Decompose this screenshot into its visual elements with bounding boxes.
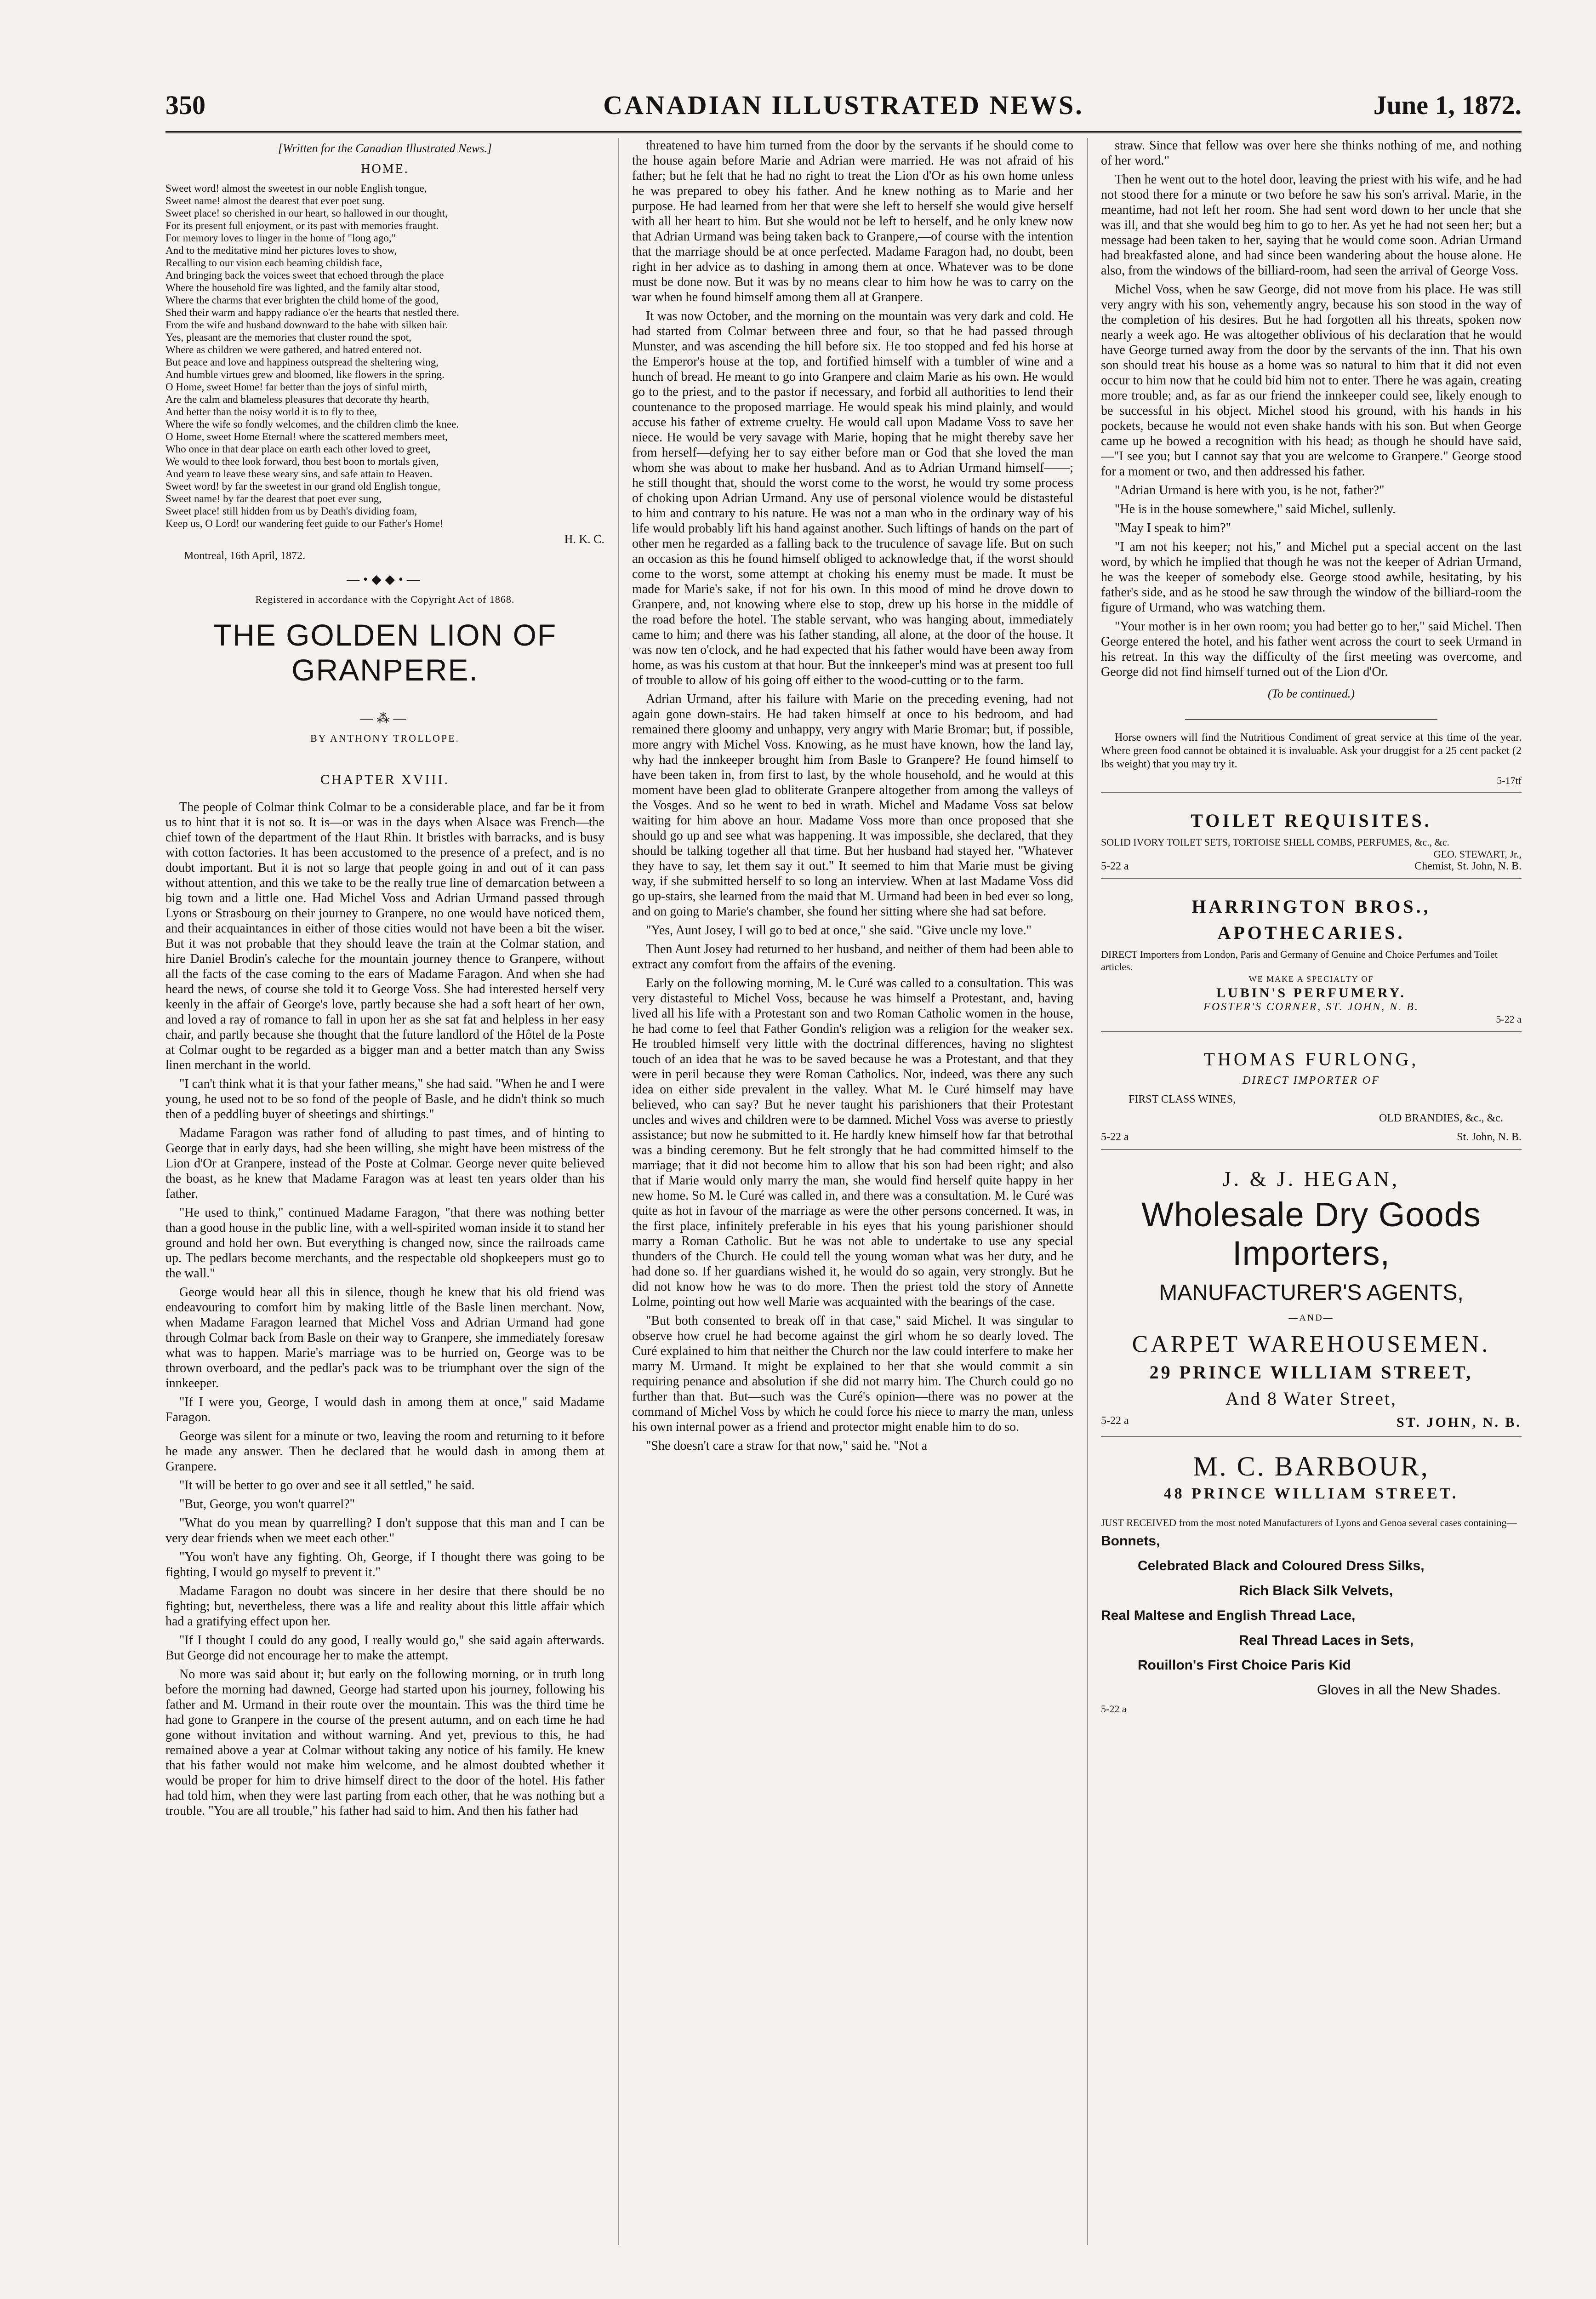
poem-line: Keep us, O Lord! our wandering feet guide to our Father's Home!	[165, 518, 444, 529]
ad-line: MANUFACTURER'S AGENTS,	[1159, 1281, 1464, 1305]
story-paragraph: "But, George, you won't quarrel?"	[179, 1497, 355, 1511]
poem-line: Where the charms that ever brighten the child home of the good,	[165, 294, 439, 306]
ad-street: 29 PRINCE WILLIAM STREET,	[1149, 1362, 1473, 1383]
poem-line: But peace and love and happiness outspread the sheltering wing,	[165, 356, 439, 368]
story-paragraph: Then he went out to the hotel door, leaving the priest with his wife, and he had not stood there for a minute or two before he saw his son's arrival. Marie, in the meantime, had not left her room. She had sent word down to her uncle that she was ill, and that she would beg him to go to her. As yet he had not seen her; but a message had been taken to her, saying that he would come soon. Adrian Urmand had breakfasted alone, and had since been wandering about the house alone. He also, from the windows of the billiard-room, had seen the arrival of George Voss.	[1101, 172, 1522, 278]
ad-harrington	[1101, 878, 1522, 1025]
column-divider	[618, 138, 619, 2245]
ad-seller-title: Chemist, St. John, N. B.	[1414, 860, 1522, 872]
ornament-divider: —•◆◆•—	[347, 572, 423, 587]
story-paragraph: No more was said about it; but early on the following morning, or in truth long before the morning had dawned, George had started upon his journey, following his father and M. Urmand in their route over the mountain. This was the third time he had gone to Granpere in the course of the present autumn, and on each time he had gone without invitation and without warning. And yet, previous to this, he had remained above a year at Colmar without taking any notice of his family. He knew that his father would not make him welcome, and he almost doubted whether it would be proper for him to drive himself direct to the door of the hotel. His father had told him, when they were last parting from each other, that he was nothing but a trouble. "You are all trouble," his father had said to him. And then his father had	[165, 1667, 604, 1818]
story-paragraph: Then Aunt Josey had returned to her husband, and neither of them had been able to extract any comfort from the affairs of the evening.	[632, 942, 1073, 972]
story-paragraph: "She doesn't care a straw for that now," said he. "Not a	[646, 1439, 928, 1453]
ad-code: 5-22 a	[1496, 1013, 1522, 1025]
story-paragraph: "Adrian Urmand is here with you, is he not, father?"	[1115, 483, 1385, 498]
poem-body	[165, 182, 604, 530]
ad-street: 48 PRINCE WILLIAM STREET.	[1163, 1485, 1459, 1502]
poem-line: And yearn to leave these weary sins, and safe attain to Heaven.	[165, 468, 433, 480]
poem-line: We would to thee look forward, thou best boon to mortals given,	[165, 456, 439, 467]
ornament-divider: —⁂—	[360, 711, 410, 726]
ad-horse-text: Horse owners will find the Nutritious Condiment of great service at this time of the year. Where green food cannot be obtained it is invaluable. Ask your druggist for a 25 cent packet (2 lbs weight) that you may try it.	[1101, 732, 1522, 770]
masthead-rule	[165, 131, 1522, 133]
poem-line: Yes, pleasant are the memories that cluster round the spot,	[165, 332, 411, 343]
poem-line: For memory loves to linger in the home of "long ago,"	[165, 232, 396, 244]
column-divider	[1087, 138, 1088, 2245]
ad-city: ST. JOHN, N. B.	[1396, 1415, 1522, 1430]
ad-address: FOSTER'S CORNER, ST. JOHN, N. B.	[1203, 1001, 1419, 1013]
story-paragraph: "It will be better to go over and see it all settled," he said.	[179, 1478, 475, 1493]
chapter-heading: CHAPTER XVIII.	[320, 772, 450, 787]
poem-line: For its present full enjoyment, or its past with memories fraught.	[165, 220, 439, 231]
poem-line: From the wife and husband downward to the babe with silken hair.	[165, 319, 448, 331]
ad-line: OLD BRANDIES, &c., &c.	[1379, 1112, 1503, 1124]
copyright-notice: Registered in accordance with the Copyright Act of 1868.	[255, 594, 515, 605]
ad-name: HARRINGTON BROS.,	[1191, 896, 1431, 917]
story-text-col1	[165, 800, 604, 1819]
poem-line: And to the meditative mind her pictures loves to show,	[165, 245, 397, 256]
poem-line: Where the wife so fondly welcomes, and the children climb the knee.	[165, 418, 459, 430]
column-3	[1101, 138, 1522, 2254]
ad-furlong	[1101, 1031, 1522, 1144]
poem-line: Where the household fire was lighted, and the family altar stood,	[165, 282, 440, 293]
story-paragraph: Madame Faragon was rather fond of alluding to past times, and of hinting to George that in early days, had she been willing, she might have been mistress of the Lion d'Or at Granpere, instead of the Poste at Colmar. George never quite believed the boast, as he knew that Madame Faragon was at least ten years older than his father.	[165, 1126, 604, 1201]
poem-line: Sweet word! almost the sweetest in our noble English tongue,	[165, 183, 427, 194]
story-paragraph: Early on the following morning, M. le Curé was called to a consultation. This was very distasteful to Michel Voss, because he was himself a Protestant, and, having lived all his life with a Protestant son and two Roman Catholic women in the house, he had come to feel that Father Gondin's religion was a religion for the weaker sex. He troubled himself very little with the doctrinal differences, having no slightest touch of an idea that he was to be saved because he was a Protestant, and that they were in peril because they were Roman Catholics. Nor, indeed, was there any such idea on either side prevalent in the valley. What M. le Curé himself may have believed, who can say? But he never taught his parishioners that their Protestant uncles and wives and children were to be damned. Michel Voss was averse to priestly assistance; but now he submitted to it. He hardly knew himself how far that betrothal was a binding ceremony. But he felt strongly that he had committed himself to the marriage; that it did not become him to allow that his son had been right; and also that if Marie would only marry the man, she would find herself quite happy in her new home. So M. le Curé was called in, and there was a consultation. M. le Curé was quite as hot in favour of the marriage as were the other persons concerned. It was, in the first place, infinitely preferable in his eyes that his young parishioner should marry a Roman Catholic. But he was not able to undertake to use any special thunders of the Church. He could tell the young woman what was her duty, and he had done so. If her guardians wished it, he would do so again, very strongly. But he did not know how he was to do more. Then the priest told the story of Annette Lolme, pointing out how well Marie was acquainted with the bearings of the case.	[632, 976, 1073, 1309]
ad-code: 5-22 a	[1101, 1415, 1129, 1427]
ad-toilet-requisites	[1101, 792, 1522, 873]
ad-line: FIRST CLASS WINES,	[1129, 1093, 1236, 1105]
ad-seller: GEO. STEWART, Jr.,	[1433, 848, 1522, 860]
ad-heading: TOILET REQUISITES.	[1191, 810, 1432, 831]
ad-item: Real Thread Laces in Sets,	[1239, 1633, 1414, 1648]
story-paragraph: straw. Since that fellow was over here she thinks nothing of me, and nothing of her word."	[1101, 138, 1522, 168]
poem-line: Sweet place! so cherished in our heart, so hallowed in our thought,	[165, 207, 448, 219]
issue-date: June 1, 1872.	[1373, 90, 1522, 120]
ad-item: Gloves in all the New Shades.	[1317, 1682, 1501, 1698]
masthead	[165, 90, 1522, 126]
ad-water: And 8 Water Street,	[1226, 1388, 1397, 1409]
story-paragraph: The people of Colmar think Colmar to be a considerable place, and far be it from us to hint that it is not so. It is—or was in the days when Alsace was French—the chief town of the department of the Haut Rhin. It bristles with barracks, and is busy with cotton factories. It has been accustomed to the presence of a prefect, and is no doubt important. But it is not so large that people going in and out of it can pass without attention, and this we take to be the really true line of demarcation between a big town and a little one. Had Michel Voss and Adrian Urmand passed through Lyons or Strasbourg on their journey to Granpere, no one would have noticed them, and their acquaintances in either of those cities would not have been a bit the wiser. But it was not probable that they should leave the train at the Colmar station, and hire Daniel Brodin's caleche for the mountain journey thence to Granpere, without all the facts of the case coming to the ears of Madame Faragon. And when she had heard the news, of course she told it to George Voss. She had interested herself very keenly in the affair of George's love, partly because she had a soft heart of her own, and loved a ray of romance to fall in upon her as she sat fat and helpless in her easy chair, and partly because she thought that the future landlord of the Hôtel de la Poste at Colmar ought to be regarded as a bigger man and a better match than any Swiss linen merchant in the world.	[165, 800, 604, 1072]
ad-code: 5-22 a	[1101, 1703, 1127, 1715]
ad-item: Bonnets,	[1101, 1533, 1160, 1549]
poem-line: And bringing back the voices sweet that echoed through the place	[165, 269, 444, 281]
ad-code: 5-17tf	[1497, 775, 1522, 786]
ad-horse-owners	[1101, 731, 1522, 787]
story-paragraph: "Yes, Aunt Josey, I will go to bed at once," she said. "Give uncle my love."	[646, 923, 1032, 938]
ad-item: Rouillon's First Choice Paris Kid	[1138, 1658, 1351, 1673]
ad-title: APOTHECARIES.	[1217, 922, 1405, 943]
ad-specialty-line: WE MAKE A SPECIALTY OF	[1248, 974, 1374, 984]
poem-line: O Home, sweet Home Eternal! where the scattered members meet,	[165, 431, 448, 442]
poem-line: Sweet name! almost the dearest that ever poet sung.	[165, 195, 385, 206]
poem-line: Are the calm and blameless pleasures that decorate thy hearth,	[165, 394, 429, 405]
ad-body: DIRECT Importers from London, Paris and Germany of Genuine and Choice Perfumes and Toilet articles.	[1101, 949, 1498, 972]
ad-name: THOMAS FURLONG,	[1203, 1049, 1419, 1069]
story-paragraph: "He used to think," continued Madame Faragon, "that there was nothing better than a good house in the public line, with a well-spirited woman inside it to stand her ground and hold her own. But everything is changed now, since the railroads came up. The pedlars become merchants, and the respectable old shopkeepers must go to the wall."	[165, 1206, 604, 1281]
story-paragraph: "He is in the house somewhere," said Michel, sullenly.	[1115, 502, 1396, 516]
story-paragraph: "If I were you, George, I would dash in among them at once," said Madame Faragon.	[165, 1395, 604, 1424]
ad-body: SOLID IVORY TOILET SETS, TORTOISE SHELL COMBS, PERFUMES, &c., &c.	[1101, 836, 1449, 848]
ad-line: CARPET WAREHOUSEMEN.	[1132, 1331, 1491, 1357]
story-paragraph: "May I speak to him?"	[1115, 521, 1231, 535]
story-paragraph: Michel Voss, when he saw George, did not move from his place. He was still very angry with his son, vehemently angry, because his son stood in the way of the completion of his desires. But he had forgotten all his threats, spoken now nearly a week ago. He was altogether oblivious of his declaration that he would have George turned away from the door by the servants of the inn. That his own son should treat his house as a home was so natural to him that it did not even occur to him now that he could bid him not to enter. There he was again, creating more trouble; and, as far as our friend the innkeeper could see, likely enough to be successful in his object. Michel stood his ground, with his hands in his pockets, because he would not even shake hands with his son. But when George came up he bowed a recognition with his head; as though he should have said,—"I see you; but I cannot say that you are welcome to Granpere." George stood for a moment or two, and then addressed his father.	[1101, 282, 1522, 479]
to-be-continued: (To be continued.)	[1268, 687, 1355, 700]
page-number: 350	[165, 90, 205, 120]
ad-line: Wholesale Dry Goods Importers,	[1141, 1195, 1481, 1272]
story-paragraph: "But both consented to break off in that case," said Michel. It was singular to observe how cruel he had become against the girl whom he so dearly loved. The Curé explained to him that neither the Church nor the law could interfere to make her marry M. Urmand. It might be explained to her that she would commit a sin requiring penance and absolution if she did not marry him. The Church could go no further than that. But—such was the Curé's opinion—there was no power at the command of Michel Voss by which he could force his niece to marry the man, unless his own internal power as a friend and protector might enable him to do so.	[632, 1314, 1073, 1434]
story-paragraph: "Your mother is in her own room; you had better go to her," said Michel. Then George entered the hotel, and his father went across the court to seek Urmand in his retreat. In this way the difficulty of the first meeting was overcome, and George did not find himself turned out of the Lion d'Or.	[1101, 619, 1522, 679]
poem-line: And humble virtues grew and bloomed, like flowers in the spring.	[165, 369, 445, 380]
poem-line: O Home, sweet Home! far better than the joys of sinful mirth,	[165, 381, 428, 393]
story-paragraph: threatened to have him turned from the door by the servants if he should come to the house again before Marie and Adrian were married. He was not afraid of his father; but he felt that he had no right to treat the Lion d'Or as his own home unless he was prepared to obey his father. And he knew nothing as to Marie and her purpose. He had learned from her that were she left to herself she would give herself with all her heart to him. But she would not be left to herself, and he only knew now that Adrian Urmand was being taken back to Granpere,—of course with the intention that the marriage should be at once perfected. Madame Faragon had, no doubt, been right in her advice as to dashing in among them at once. Whatever was to be done must be done now. But it was by no means clear to him how he was to carry on the war when he found himself among them all at Granpere.	[632, 138, 1073, 304]
poem-place-date: Montreal, 16th April, 1872.	[184, 550, 305, 562]
ad-specialty: LUBIN'S PERFUMERY.	[1216, 985, 1406, 1001]
poem-line: Sweet place! still hidden from us by Death's dividing foam,	[165, 505, 417, 517]
story-paragraph: "I am not his keeper; not his," and Michel put a special accent on the last word, by which he implied that though he was not the keeper of Adrian Urmand, he was the keeper of somebody else. George stood awhile, hesitating, by his father's side, and as he stood he saw through the window of the billiard-room the figure of Urmand, who was watching them.	[1101, 540, 1522, 615]
poem-line: Sweet name! by far the dearest that poet ever sung,	[165, 493, 382, 504]
story-paragraph: Adrian Urmand, after his failure with Marie on the preceding evening, had not again gone down-stairs. He had taken himself at once to his bedroom, and had remained there gloomy and unhappy, very angry with Marie Bromar; but, if possible, more angry with Michel Voss. Knowing, as he must have known, how the land lay, why had the innkeeper brought him from Basle to Granpere? He found himself to have been taken in, from first to last, by the whole household, and he would at this moment have been glad to obliterate Granpere altogether from among the valleys of the Vosges. And so he went to bed in wrath. Michel and Madame Voss sat below waiting for him above an hour. Madame Voss more than once proposed that she should go up and see what was happening. It was impossible, she declared, that they should be talking together all that time. But her husband had stayed her. "Whatever they have to say, let them say it out." It seemed to him that Marie must be giving way, if she submitted herself to so long an interview. When at last Madame Voss did go up-stairs, she learned from the maid that M. Urmand had been in bed ever so long, and on going to Marie's chamber, she found her sitting where she had sat before.	[632, 692, 1073, 919]
poem-signature: H. K. C.	[564, 532, 604, 546]
poem-line: Shed their warm and happy radiance o'er the hearts that nestled there.	[165, 307, 459, 318]
ad-goods-list	[1101, 1529, 1522, 1703]
poem-line: Sweet word! by far the sweetest in our grand old English tongue,	[165, 480, 440, 492]
ad-item: Rich Black Silk Velvets,	[1239, 1583, 1393, 1598]
story-paragraph: "What do you mean by quarrelling? I don't suppose that this man and I can be very dear friends when we meet each other."	[165, 1516, 604, 1545]
ad-name: M. C. BARBOUR,	[1193, 1451, 1430, 1481]
story-paragraph: It was now October, and the morning on the mountain was very dark and cold. He had started from Colmar between three and four, so that he had passed through Munster, and was ascending the hill before six. He too stopped and fed his horse at the Emperor's house at the top, and fortified himself with a tumbler of wine and a hunch of bread. He meant to go into Granpere and claim Marie as his own. He would go to the priest, and to the pastor if necessary, and forbid all authorities to lend their countenance to the proposed marriage. He would speak his mind plainly, and would accuse his father of extreme cruelty. He would call upon Madame Voss to save her niece. He would be very savage with Marie, hoping that he might thereby save her from herself—defying her to say either before man or God that she loved the man whom she was about to make her husband. And as to Adrian Urmand himself——; he still thought that, should the worst come to the worst, he would try some process of choking upon Adrian Urmand. Any use of personal violence would be distasteful to him and contrary to his nature. He was not a man who in the ordinary way of his life would probably lift his hand against another. Such liftings of hands on the part of other men he regarded as a falling back to the truculence of savage life. But on such an occasion as this he found himself obliged to acknowledge that, if the worst should come to the worst, some attempt at choking his enemy must be made. It must be made for Marie's sake, if not for his own. In this mood of mind he drove down to Granpere, and, not knowing where else to stop, drew up his horse in the middle of the road before the hotel. The stable servant, who was hanging about, immediately came to him; and there was his father standing, all alone, at the door of the house. It was now ten o'clock, and he had expected that his father would have been away from home, as was his custom at that hour. But the innkeeper's mind was at present too full of trouble to allow of his going off either to the wood-cutting or to the farm.	[632, 309, 1073, 687]
ad-hegan	[1101, 1149, 1522, 1430]
ad-barbour	[1101, 1436, 1522, 1715]
ad-title: DIRECT IMPORTER OF	[1243, 1075, 1380, 1087]
story-text-col3	[1101, 138, 1522, 680]
poem-line: Recalling to our vision each beaming childish face,	[165, 257, 382, 269]
story-paragraph: George would hear all this in silence, though he knew that his old friend was endeavouring to comfort him by making little of the Basle linen merchant. Now, when Madame Faragon learned that Michel Voss and Adrian Urmand had gone through Colmar back from Basle on their way to Granpere, she immediately foresaw what was to happen. Marie's marriage was to be hurried on, George was to be thrown overboard, and the pedlar's pack was to be triumphant over the sign of the innkeeper.	[165, 1285, 604, 1390]
poem-line: Who once in that dear place on earth each other loved to greet,	[165, 443, 431, 455]
ad-code: 5-22 a	[1101, 1131, 1129, 1143]
divider	[1185, 719, 1437, 720]
ad-name: J. & J. HEGAN,	[1222, 1167, 1400, 1190]
story-paragraph: Madame Faragon no doubt was sincere in her desire that there should be no fighting; but, nevertheless, there was a life and reality about this little affair which had a gratifying effect upon her.	[165, 1584, 604, 1629]
story-paragraph: George was silent for a minute or two, leaving the room and returning to it before he made any answer. Then he declared that he would dash in among them at Granpere.	[165, 1429, 604, 1474]
story-byline: BY ANTHONY TROLLOPE.	[310, 732, 460, 744]
ad-item: Real Maltese and English Thread Lace,	[1101, 1608, 1356, 1623]
ad-intro: JUST RECEIVED from the most noted Manufacturers of Lyons and Genoa several cases containing—	[1101, 1517, 1517, 1528]
ad-code: 5-22 a	[1101, 860, 1129, 872]
poem-credit: [Written for the Canadian Illustrated News.]	[278, 142, 492, 155]
column-2	[632, 138, 1073, 2254]
ad-and: —AND—	[1288, 1313, 1334, 1323]
ad-city: St. John, N. B.	[1457, 1131, 1522, 1143]
poem-title: HOME.	[361, 162, 409, 176]
column-1	[165, 138, 604, 2254]
story-text-col2	[632, 138, 1073, 1453]
ad-item: Celebrated Black and Coloured Dress Silks,	[1138, 1558, 1425, 1573]
story-paragraph: "If I thought I could do any good, I really would go," she said again afterwards. But George did not encourage her to make the attempt.	[165, 1633, 604, 1663]
story-paragraph: "You won't have any fighting. Oh, George, if I thought there was going to be fighting, I would go myself to prevent it."	[165, 1550, 604, 1579]
poem-line: And better than the noisy world it is to fly to thee,	[165, 406, 377, 417]
publication-title: CANADIAN ILLUSTRATED NEWS.	[603, 90, 1084, 120]
story-paragraph: "I can't think what it is that your father means," she had said. "When he and I were young, he used not to be so fond of the people of Basle, and he didn't think so much then of a peddling buyer of sheetings and shirtings."	[165, 1077, 604, 1121]
poem-line: Where as children we were gathered, and hatred entered not.	[165, 344, 422, 355]
story-title: THE GOLDEN LION OF GRANPERE.	[213, 618, 557, 687]
